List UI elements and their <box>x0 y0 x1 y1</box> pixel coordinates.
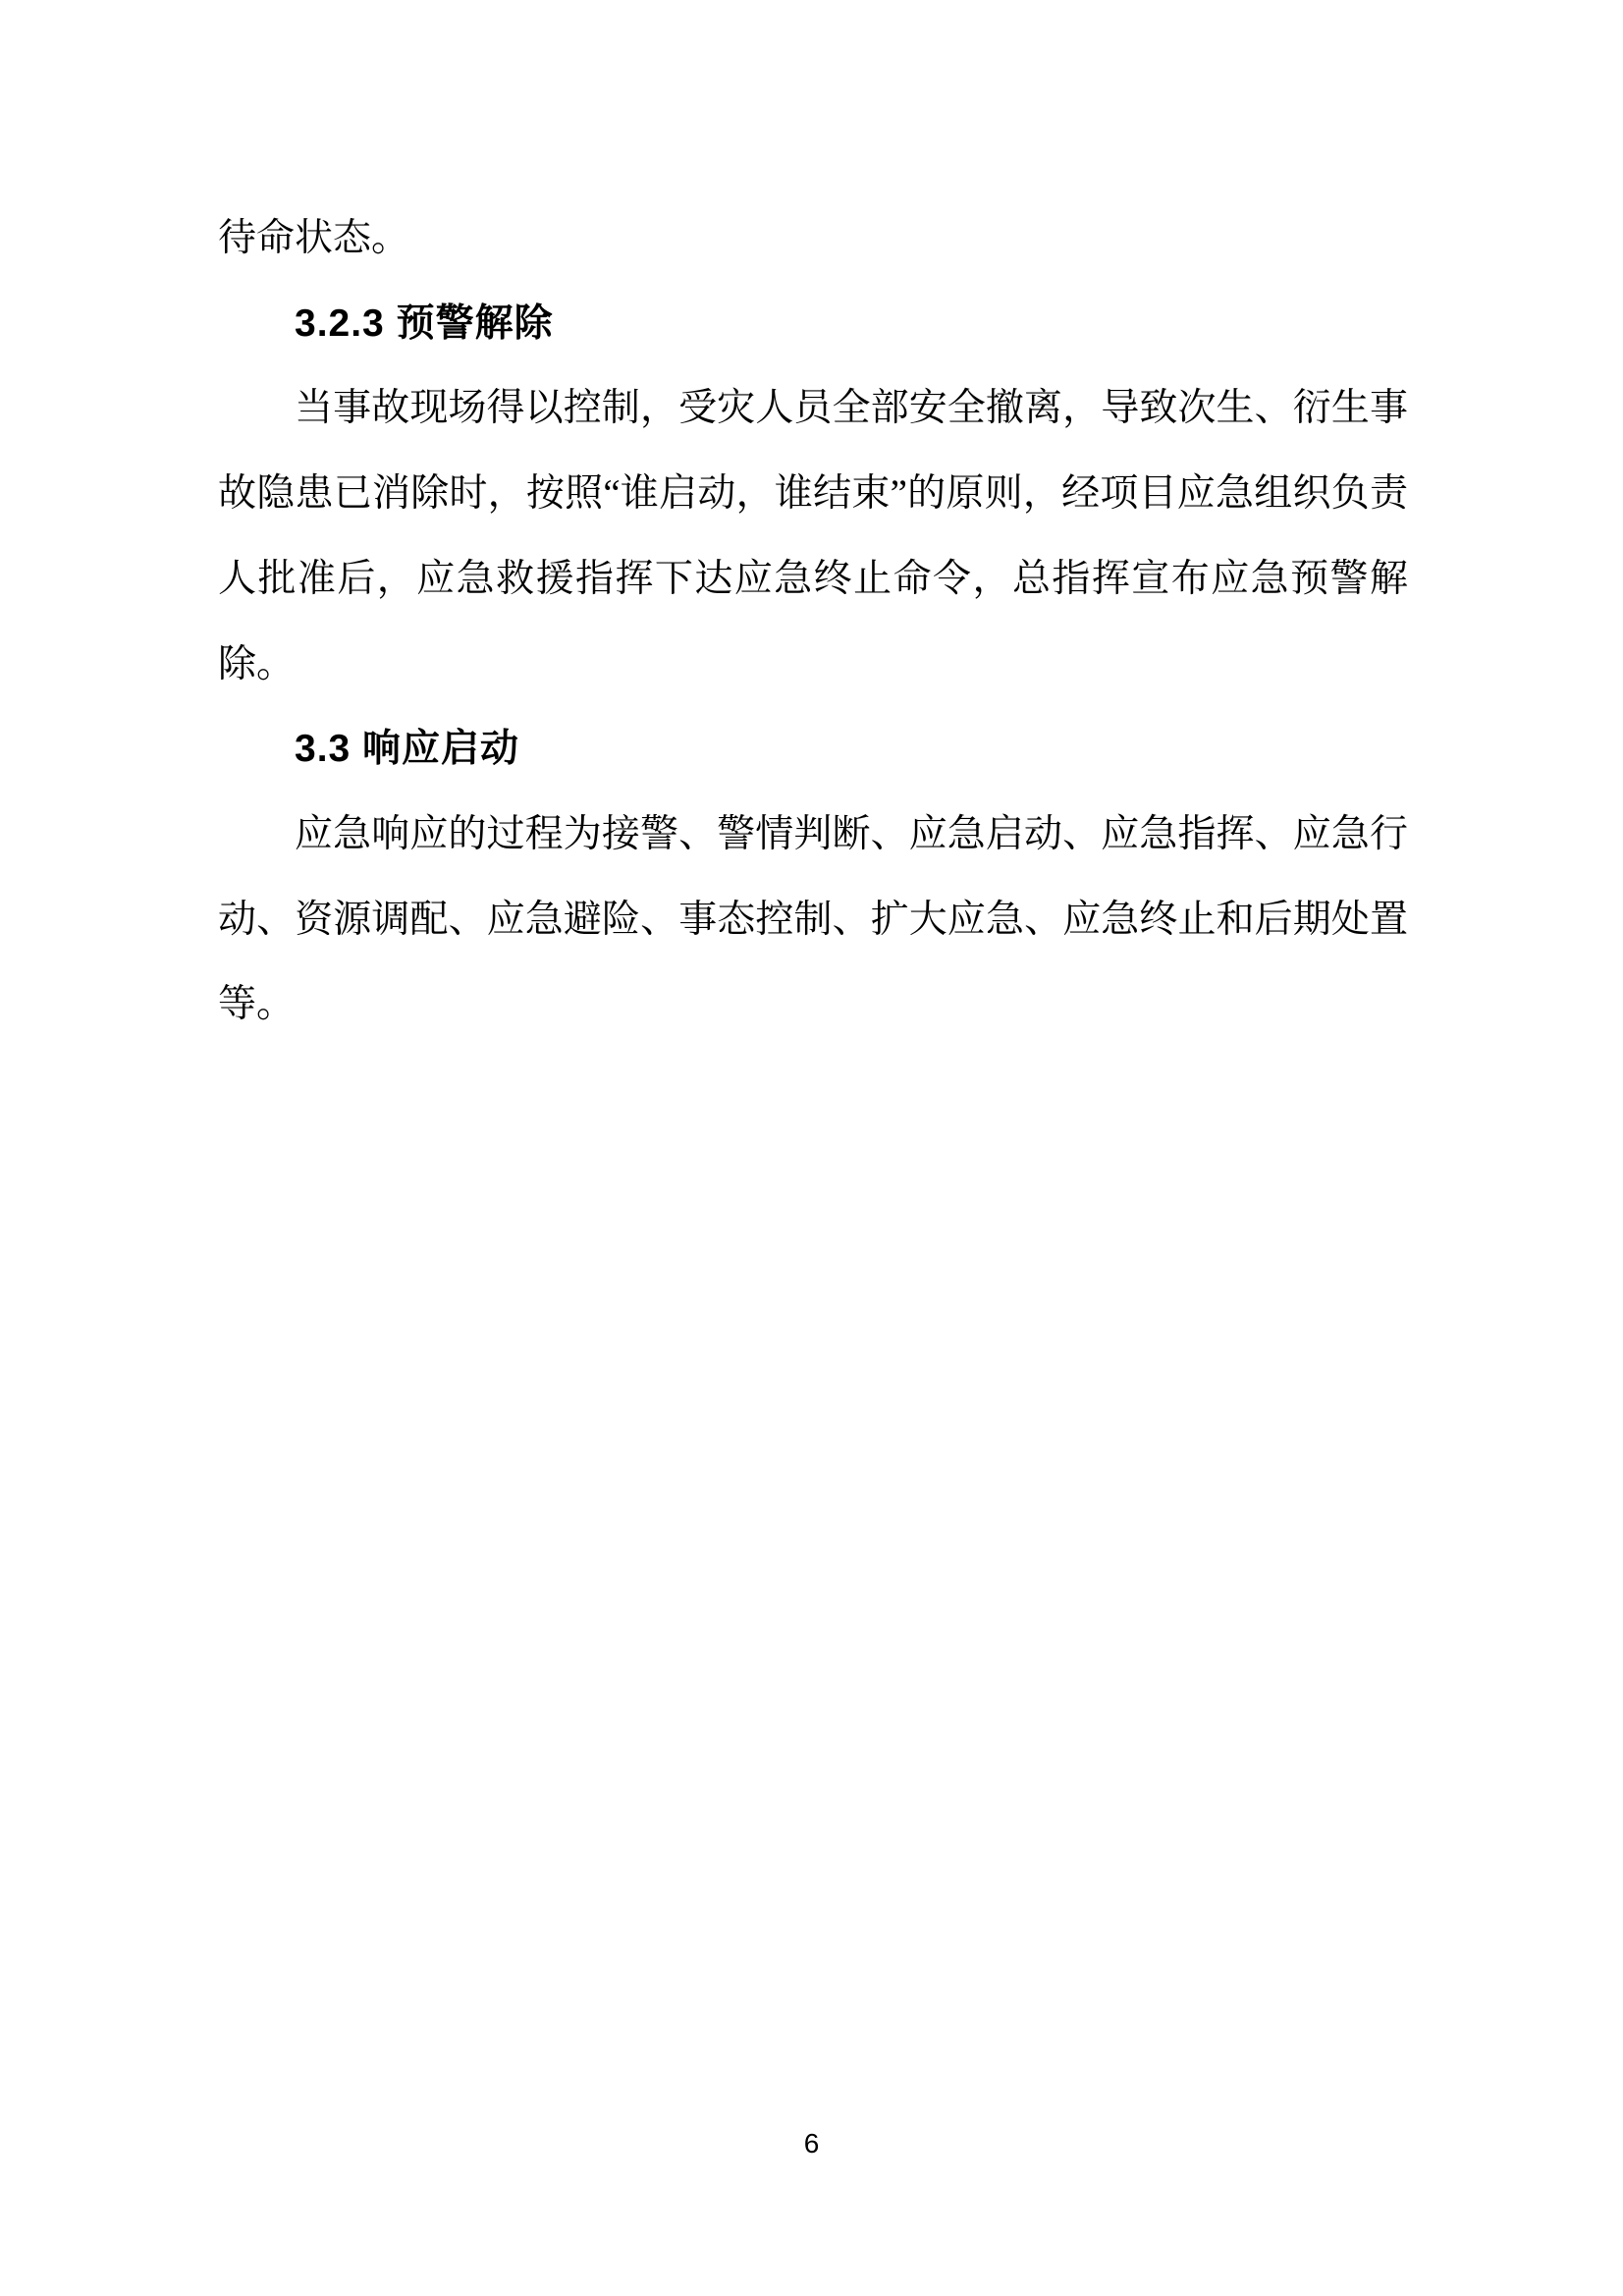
paragraph-prewarning-release: 当事故现场得以控制，受灾人员全部安全撤离，导致次生、衍生事故隐患已消除时，按照“谁启动，谁结束”的原则，经项目应急组织负责人批准后，应急救援指挥下达应急终止命令，总指挥宣布应急预警解除。 <box>218 387 1408 685</box>
paragraph-response-start: 应急响应的过程为接警、警情判断、应急启动、应急指挥、应急行动、资源调配、应急避险、事态控制、扩大应急、应急终止和后期处置等。 <box>218 812 1408 1026</box>
page-number: 6 <box>803 2128 820 2159</box>
section-heading-response-start: 3.3 响应启动 <box>295 728 520 771</box>
section-heading-prewarning-release: 3.2.3 预警解除 <box>295 301 554 345</box>
page-footer <box>0 2129 1623 2159</box>
continuation-paragraph: 待命状态。 <box>218 217 410 259</box>
document-body <box>218 196 1408 1048</box>
